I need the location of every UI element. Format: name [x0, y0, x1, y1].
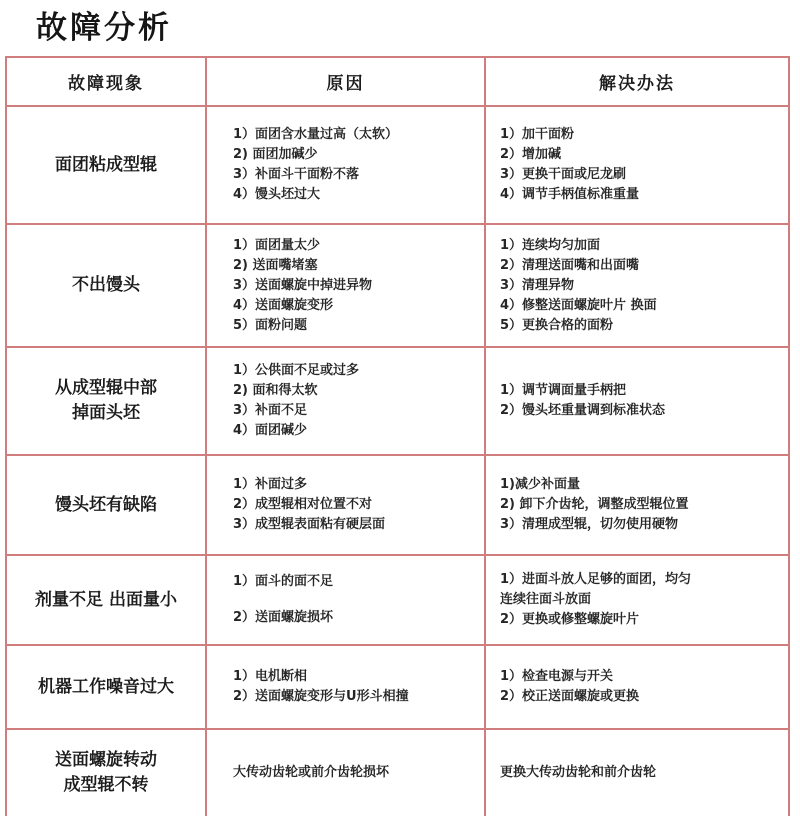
fault-analysis-table	[5, 56, 790, 816]
cause-cell	[206, 729, 485, 816]
solution-item: 1)减少补面量	[500, 477, 580, 492]
table-row	[6, 729, 789, 816]
cause-item: 1）面团量太少	[233, 237, 321, 253]
solution-list	[486, 381, 788, 421]
solution-list	[486, 667, 788, 707]
cause-item: 3）补面斗干面粉不落	[233, 167, 360, 182]
solution-item: 4）修整送面螺旋叶片 换面	[500, 297, 657, 313]
cause-cell	[206, 555, 485, 645]
solution-item: 3）清理成型辊，切勿使用硬物	[500, 517, 679, 532]
fault-table-wrapper	[5, 56, 795, 816]
symptom-cell	[6, 729, 206, 816]
symptom-text: 掉面头坯	[72, 403, 140, 423]
cause-item: 2) 面团加碱少	[233, 147, 318, 162]
solution-cell	[485, 555, 789, 645]
symptom-cell	[6, 555, 206, 645]
cause-item: 2）送面螺旋变形与U形斗相撞	[233, 689, 409, 704]
table-header-row	[6, 57, 789, 106]
cause-list	[207, 361, 484, 441]
solution-item: 2）馒头坯重量调到标准状态	[500, 403, 666, 418]
symptom-text: 送面螺旋转动	[55, 750, 157, 770]
symptom-cell	[6, 106, 206, 224]
solution-item: 2）清理送面嘴和出面嘴	[500, 257, 640, 273]
cause-list	[207, 236, 484, 336]
cause-cell	[206, 224, 485, 347]
header-solution: 解决办法	[485, 57, 789, 106]
solution-item: 1）检查电源与开关	[500, 669, 614, 684]
cause-list	[207, 572, 484, 628]
solution-item: 2）校正送面螺旋或更换	[500, 689, 640, 704]
cause-cell	[206, 106, 485, 224]
solution-item: 2）增加碱	[500, 147, 562, 162]
symptom-cell	[6, 455, 206, 555]
cause-list	[207, 667, 484, 707]
cause-item: 1）公供面不足或过多	[233, 363, 360, 378]
cause-list	[207, 125, 484, 205]
table-row	[6, 555, 789, 645]
cause-item: 3）送面螺旋中掉进异物	[233, 277, 373, 293]
symptom-cell	[6, 224, 206, 347]
symptom-text: 不出馒头	[72, 275, 140, 295]
cause-item: 3）补面不足	[233, 403, 308, 418]
cause-cell	[206, 347, 485, 455]
solution-item: 4）调节手柄值标准重量	[500, 187, 640, 202]
cause-cell	[206, 645, 485, 729]
solution-item: 1）调节调面量手柄把	[500, 383, 627, 398]
symptom-text: 面团粘成型辊	[55, 154, 157, 175]
solution-item: 1）进面斗放人足够的面团，均匀	[500, 572, 692, 587]
solution-cell	[485, 347, 789, 455]
cause-item: 4）送面螺旋变形	[233, 297, 334, 313]
cause-item: 1）电机断相	[233, 669, 308, 684]
list-spacer	[233, 592, 484, 608]
page-title: 故障分析	[36, 10, 172, 46]
cause-list	[207, 475, 484, 535]
cause-item: 2）成型辊相对位置不对	[233, 497, 373, 512]
cause-item: 4）馒头坯过大	[233, 187, 321, 202]
table-row	[6, 106, 789, 224]
solution-item: 1）加干面粉	[500, 127, 575, 142]
solution-cell	[485, 106, 789, 224]
solution-cell	[485, 729, 789, 816]
cause-item: 2) 送面嘴堵塞	[233, 257, 318, 273]
table-row	[6, 455, 789, 555]
solution-cell	[485, 455, 789, 555]
solution-item: 2）更换或修整螺旋叶片	[500, 612, 640, 627]
symptom-text: 成型辊不转	[63, 775, 149, 795]
header-cause: 原因	[206, 57, 485, 106]
solution-item: 1）连续均匀加面	[500, 237, 601, 253]
cause-item: 2) 面和得太软	[233, 383, 318, 398]
solution-item: 更换大传动齿轮和前介齿轮	[500, 765, 657, 780]
cause-item: 4）面团碱少	[233, 423, 308, 438]
cause-item: 1）面团含水量过高（太软）	[233, 127, 399, 142]
cause-item: 1）补面过多	[233, 477, 308, 492]
solution-item: 3）更换干面或尼龙刷	[500, 167, 627, 182]
solution-list	[486, 236, 788, 336]
table-row	[6, 645, 789, 729]
symptom-cell	[6, 347, 206, 455]
solution-list	[486, 570, 788, 630]
cause-cell	[206, 455, 485, 555]
solution-cell	[485, 645, 789, 729]
symptom-text: 从成型辊中部	[55, 378, 157, 398]
cause-list	[207, 763, 484, 783]
cause-item: 3）成型辊表面粘有硬层面	[233, 517, 386, 532]
solution-item: 2) 卸下介齿轮，调整成型辊位置	[500, 497, 689, 512]
cause-item: 5）面粉问题	[233, 317, 308, 333]
header-symptom: 故障现象	[6, 57, 206, 106]
table-row	[6, 224, 789, 347]
cause-item: 2）送面螺旋损坏	[233, 610, 334, 625]
solution-list	[486, 475, 788, 535]
solution-list	[486, 763, 788, 783]
symptom-cell	[6, 645, 206, 729]
table-row	[6, 347, 789, 455]
solution-item: 连续往面斗放面	[500, 592, 592, 607]
cause-item: 大传动齿轮或前介齿轮损坏	[233, 765, 390, 780]
solution-item: 5）更换合格的面粉	[500, 317, 614, 333]
solution-item: 3）清理异物	[500, 277, 575, 293]
symptom-text: 剂量不足 出面量小	[35, 589, 177, 610]
solution-list	[486, 125, 788, 205]
solution-cell	[485, 224, 789, 347]
symptom-text: 馒头坯有缺陷	[55, 494, 157, 515]
cause-item: 1）面斗的面不足	[233, 574, 334, 589]
symptom-text: 机器工作噪音过大	[38, 676, 174, 697]
